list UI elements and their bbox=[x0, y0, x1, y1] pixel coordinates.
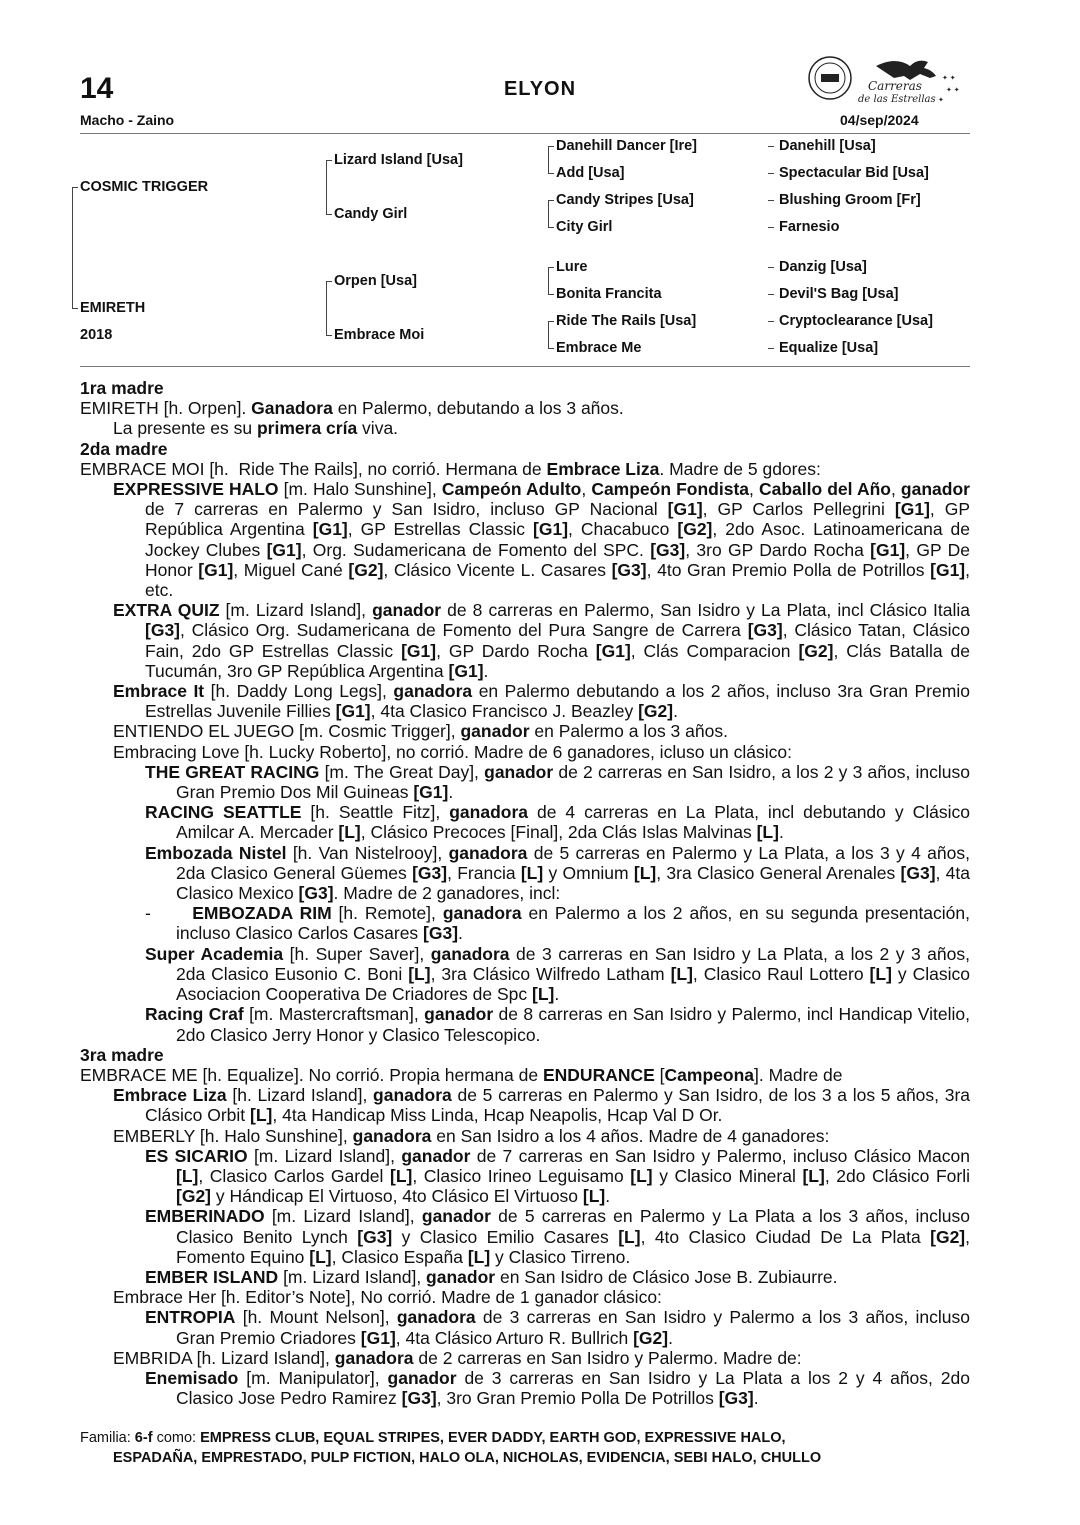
produce-entry: EXPRESSIVE HALO [m. Halo Sunshine], Campeón Adulto, Campeón Fondista, Caballo del Año, ganador de 7 carreras en Palermo y San Isidro, incluso GP Nacional [G1], GP Carlos Pellegrini [G1], GP República Argentina [G1], GP Estrellas Classic [G1], Chacabuco [G2], 2do Asoc. Latinoamericana de Jockey Clubes [G1], Org. Sudamericana de Fomento del SPC. [G3], 3ro GP Dardo Rocha [G1], GP De Honor [G1], Miguel Cané [G2], Clásico Vicente L. Casares [G3], 4to Gran Premio Polla de Potrillos [G1], etc. bbox=[113, 479, 971, 601]
gen4-tick bbox=[768, 294, 774, 295]
gen1-bracket bbox=[72, 187, 73, 308]
gen1-tick bbox=[72, 187, 78, 188]
gen2-tick bbox=[326, 335, 332, 336]
gen4-tick bbox=[768, 227, 774, 228]
great-grandproduce-entry: - EMBOZADA RIM [h. Remote], ganadora en Palermo a los 2 años, en su segunda presentación, incluso Clasico Carlos Casares [G3]. bbox=[145, 903, 971, 944]
family-horses-1: EMPRESS CLUB, EQUAL STRIPES, EVER DADDY, EARTH GOD, EXPRESSIVE HALO, bbox=[200, 1430, 786, 1446]
pedigree-gen3: Lure bbox=[556, 259, 588, 275]
header-rule bbox=[80, 133, 970, 134]
svg-text:✦ ✦: ✦ ✦ bbox=[942, 75, 956, 82]
pedigree-gen3: Embrace Me bbox=[556, 340, 642, 356]
pedigree-gen4: Blushing Groom [Fr] bbox=[779, 192, 921, 208]
section-heading-second-dam: 2da madre bbox=[80, 438, 168, 459]
gen3-bracket bbox=[548, 267, 549, 294]
pedigree-gen4: Cryptoclearance [Usa] bbox=[779, 313, 933, 329]
grandproduce-entry: EMBERINADO [m. Lizard Island], ganador de 5 carreras en Palermo y La Plata a los 3 años, incluso Clasico Benito Lynch [G3] y Clasico Emilio Casares [L], 4to Clasico Ciudad De La Plata [G2], Fomento Equino [L], Clasico España [L] y Clasico Tirreno. bbox=[145, 1206, 971, 1267]
produce-entry: Embrace Liza [h. Lizard Island], ganadora de 5 carreras en Palermo y San Isidro, de los 3 a los 5 años, 3ra Clásico Orbit [L], 4ta Handicap Miss Linda, Hcap Neapolis, Hcap Val D Or. bbox=[113, 1085, 971, 1126]
produce-entry: Embrace Her [h. Editor’s Note], No corrió. Madre de 1 ganador clásico: bbox=[113, 1287, 662, 1308]
first-dam-entry: EMIRETH [h. Orpen]. Ganadora en Palermo, debutando a los 3 años. bbox=[80, 398, 624, 419]
family-como: como: bbox=[156, 1430, 197, 1446]
sire-name: COSMIC TRIGGER bbox=[80, 179, 209, 195]
pedigree-gen4: Equalize [Usa] bbox=[779, 340, 879, 356]
pedigree-gen3: Danehill Dancer [Ire] bbox=[556, 138, 698, 154]
gen4-tick bbox=[768, 200, 774, 201]
gen3-tick bbox=[548, 146, 554, 147]
pedigree-gen2: Orpen [Usa] bbox=[334, 273, 417, 289]
pedigree-gen3: Candy Stripes [Usa] bbox=[556, 192, 694, 208]
family-horses-2: ESPADAÑA, EMPRESTADO, PULP FICTION, HALO OLA, NICHOLAS, EVIDENCIA, SEBI HALO, CHULLO bbox=[113, 1450, 822, 1466]
pedigree-gen3: Add [Usa] bbox=[556, 165, 625, 181]
pedigree-gen4: Devil'S Bag [Usa] bbox=[779, 286, 899, 302]
grandproduce-entry: ES SICARIO [m. Lizard Island], ganador de 7 carreras en San Isidro y Palermo, incluso Clásico Macon [L], Clasico Carlos Gardel [L], Clasico Irineo Leguisamo [L] y Clasico Mineral [L], 2do Clásico Forli [G2] y Hándicap El Virtuoso, 4to Clásico El Virtuoso [L]. bbox=[145, 1145, 970, 1207]
gen4-tick bbox=[768, 267, 774, 268]
pedigree-gen4: Danehill [Usa] bbox=[779, 138, 876, 154]
family-line-1 bbox=[80, 1428, 970, 1448]
gen3-tick bbox=[548, 294, 554, 295]
produce-entry: EMBRIDA [h. Lizard Island], ganadora de 2 carreras en San Isidro y Palermo. Madre de: bbox=[113, 1347, 802, 1368]
svg-text:Carreras: Carreras bbox=[868, 79, 922, 93]
gen3-bracket bbox=[548, 200, 549, 227]
family-number: 6-f bbox=[134, 1430, 153, 1446]
gen2-tick bbox=[326, 214, 332, 215]
dam-name: EMIRETH bbox=[80, 300, 146, 316]
event-logo bbox=[806, 52, 972, 108]
first-dam-note: La presente es su primera cría viva. bbox=[113, 418, 399, 439]
gen4-tick bbox=[768, 348, 774, 349]
gen3-tick bbox=[548, 348, 554, 349]
grandproduce-entry: RACING SEATTLE [h. Seattle Fitz], ganadora de 4 carreras en La Plata, incl debutando y Clásico Amilcar A. Mercader [L], Clásico Precoces [Final], 2da Clás Islas Malvinas [L]. bbox=[145, 802, 970, 843]
gen2-tick bbox=[326, 160, 332, 161]
grandproduce-entry: EMBER ISLAND [m. Lizard Island], ganador en San Isidro de Clásico Jose B. Zubiaurre. bbox=[145, 1266, 838, 1287]
svg-text:✦ ✦: ✦ ✦ bbox=[946, 87, 960, 94]
pedigree-rule bbox=[80, 366, 970, 367]
svg-text:de las Estrellas: de las Estrellas bbox=[858, 94, 936, 105]
produce-record bbox=[80, 378, 970, 1408]
gen3-tick bbox=[548, 267, 554, 268]
lot-number: 14 bbox=[80, 72, 114, 105]
gen4-tick bbox=[768, 146, 774, 147]
produce-entry: EMBERLY [h. Halo Sunshine], ganadora en San Isidro a los 4 años. Madre de 4 ganadores: bbox=[113, 1125, 830, 1146]
gen3-tick bbox=[548, 321, 554, 322]
produce-entry: Embrace It [h. Daddy Long Legs], ganadora en Palermo debutando a los 2 años, incluso 3ra Gran Premio Estrellas Juvenile Fillies [G1], 4ta Clasico Francisco J. Beazley [G2]. bbox=[113, 681, 970, 722]
section-heading-third-dam: 3ra madre bbox=[80, 1044, 164, 1065]
gen3-tick bbox=[548, 200, 554, 201]
gen3-bracket bbox=[548, 321, 549, 348]
pedigree-gen3: Ride The Rails [Usa] bbox=[556, 313, 697, 329]
second-dam-entry: EMBRACE MOI [h. Ride The Rails], no corrió. Hermana de Embrace Liza. Madre de 5 gdores: bbox=[80, 458, 821, 479]
gen4-tick bbox=[768, 321, 774, 322]
gen2-bracket bbox=[326, 160, 327, 214]
family-label: Familia: bbox=[80, 1430, 131, 1446]
grandproduce-entry: ENTROPIA [h. Mount Nelson], ganadora de 3 carreras en San Isidro y Palermo a los 3 años, incluso Gran Premio Criadores [G1], 4ta Clásico Arturo R. Bullrich [G2]. bbox=[145, 1307, 971, 1348]
pedigree-gen4: Farnesio bbox=[779, 219, 840, 235]
gen1-tick bbox=[72, 308, 78, 309]
grandproduce-entry: Super Academia [h. Super Saver], ganadora de 3 carreras en San Isidro y La Plata, a los 2 y 3 años, 2da Clasico Eusonio C. Boni [L], 3ra Clásico Wilfredo Latham [L], Clasico Raul Lottero [L] y Clasico Asociacion Cooperativa De Criadores de Spc [L]. bbox=[145, 943, 970, 1005]
pedigree-gen3: City Girl bbox=[556, 219, 613, 235]
sex-coat: Macho - Zaino bbox=[80, 112, 175, 128]
produce-entry: EXTRA QUIZ [m. Lizard Island], ganador de 8 carreras en Palermo, San Isidro y La Plata, incl Clásico Italia [G3], Clásico Org. Sudamericana de Fomento del Pura Sangre de Carrera [G3], Clásico Tatan, Clásico Fain, 2do GP Estrellas Classic [G1], GP Dardo Rocha [G1], Clás Comparacion [G2], Clás Batalla de Tucumán, 3ro GP República Argentina [G1]. bbox=[113, 600, 971, 681]
gen2-bracket bbox=[326, 281, 327, 335]
svg-text:✦: ✦ bbox=[938, 97, 944, 104]
pedigree-gen2: Candy Girl bbox=[334, 206, 408, 222]
gen2-tick bbox=[326, 281, 332, 282]
pedigree-gen2: Lizard Island [Usa] bbox=[334, 152, 463, 168]
pedigree-gen4: Danzig [Usa] bbox=[779, 259, 867, 275]
gen3-bracket bbox=[548, 146, 549, 173]
pedigree-gen2: Embrace Moi bbox=[334, 327, 425, 343]
horse-name: ELYON bbox=[503, 78, 577, 100]
section-heading-first-dam: 1ra madre bbox=[80, 378, 164, 398]
pedigree-gen3: Bonita Francita bbox=[556, 286, 662, 302]
pedigree-gen4: Spectacular Bid [Usa] bbox=[779, 165, 929, 181]
gen4-tick bbox=[768, 173, 774, 174]
produce-entry: Embracing Love [h. Lucky Roberto], no corrió. Madre de 6 ganadores, icluso un clásico: bbox=[113, 741, 792, 762]
grandproduce-entry: Embozada Nistel [h. Van Nistelrooy], ganadora de 5 carreras en Palermo y La Plata, a los 3 y 4 años, 2da Clasico General Güemes [G3], Francia [L] y Omnium [L], 3ra Clasico General Arenales [G3], 4ta Clasico Mexico [G3]. Madre de 2 ganadores, incl: bbox=[145, 842, 970, 904]
grandproduce-entry: Racing Craf [m. Mastercraftsman], ganador de 8 carreras en San Isidro y Palermo, incl Handicap Vitelio, 2do Clasico Jerry Honor y Clasico Telescopico. bbox=[145, 1004, 970, 1045]
sale-date: 04/sep/2024 bbox=[840, 112, 919, 128]
produce-entry: ENTIENDO EL JUEGO [m. Cosmic Trigger], ganador en Palermo a los 3 años. bbox=[113, 721, 728, 742]
grandproduce-entry: Enemisado [m. Manipulator], ganador de 3 carreras en San Isidro y La Plata a los 2 y 4 años, 2do Clasico Jose Pedro Ramirez [G3], 3ro Gran Premio Polla De Potrillos [G3]. bbox=[145, 1367, 970, 1409]
gen3-tick bbox=[548, 173, 554, 174]
family-line bbox=[80, 1428, 970, 1468]
third-dam-entry: EMBRACE ME [h. Equalize]. No corrió. Propia hermana de ENDURANCE [Campeona]. Madre de bbox=[80, 1064, 843, 1085]
dam-year: 2018 bbox=[80, 327, 113, 343]
grandproduce-entry: THE GREAT RACING [m. The Great Day], ganador de 2 carreras en San Isidro, a los 2 y 3 años, incluso Gran Premio Dos Mil Guineas [G1]. bbox=[145, 761, 970, 803]
gen3-tick bbox=[548, 227, 554, 228]
logo-seal-icon bbox=[806, 52, 972, 108]
